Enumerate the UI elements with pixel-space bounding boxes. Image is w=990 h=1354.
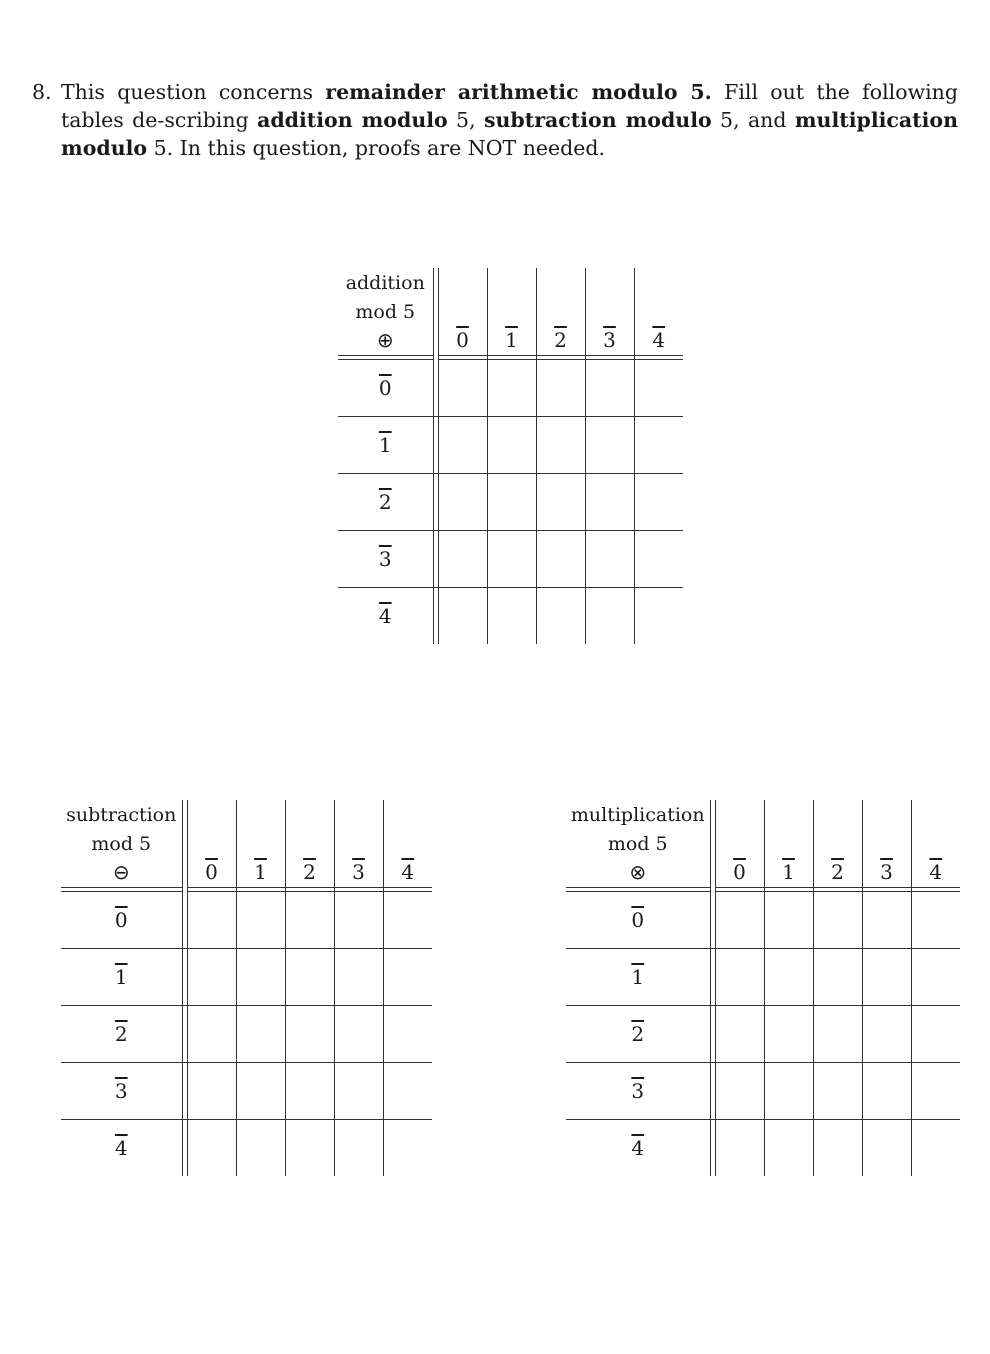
answer-cell[interactable] (862, 1063, 911, 1120)
answer-cell[interactable] (438, 360, 487, 417)
row-header-3 (566, 1063, 710, 1120)
answer-cell[interactable] (187, 949, 236, 1006)
column-header-2 (285, 858, 334, 888)
column-header-1 (487, 326, 536, 356)
table-row (61, 949, 432, 1006)
answer-cell[interactable] (585, 417, 634, 474)
answer-cell[interactable] (334, 1063, 383, 1120)
row-header-value: 0 (631, 908, 645, 932)
answer-cell[interactable] (334, 949, 383, 1006)
question-text-part: 5, (447, 108, 484, 132)
column-header-3 (862, 858, 911, 888)
answer-cell[interactable] (813, 1063, 862, 1120)
answer-cell[interactable] (634, 417, 683, 474)
answer-cell[interactable] (236, 1006, 285, 1063)
row-header-2 (338, 474, 433, 531)
table-row (338, 531, 683, 588)
answer-cell[interactable] (813, 892, 862, 949)
answer-cell[interactable] (487, 531, 536, 588)
table-row (566, 1063, 960, 1120)
answer-cell[interactable] (285, 1006, 334, 1063)
row-header-value: 2 (378, 490, 392, 514)
answer-cell[interactable] (764, 892, 813, 949)
row-header-4 (61, 1120, 182, 1177)
operation-modulus-text: mod 5 (355, 301, 416, 323)
answer-cell[interactable] (236, 1120, 285, 1177)
table-row (566, 1006, 960, 1063)
row-header-value: 4 (378, 604, 392, 628)
column-header-0 (715, 858, 764, 888)
answer-cell[interactable] (634, 531, 683, 588)
column-header-1 (764, 858, 813, 888)
column-header-value: 2 (554, 328, 567, 352)
operation-modulus (61, 829, 182, 858)
answer-cell[interactable] (187, 1063, 236, 1120)
operation-modulus-text: mod 5 (607, 833, 668, 855)
answer-cell[interactable] (813, 1120, 862, 1177)
answer-cell[interactable] (813, 1006, 862, 1063)
column-header-value: 1 (505, 328, 518, 352)
row-header-0 (61, 892, 182, 949)
row-header-value: 2 (631, 1022, 645, 1046)
column-header-value: 0 (733, 860, 746, 884)
answer-cell[interactable] (187, 1120, 236, 1177)
column-header-value: 4 (401, 860, 415, 884)
answer-cell[interactable] (383, 1063, 432, 1120)
row-header-1 (61, 949, 182, 1006)
answer-cell[interactable] (634, 474, 683, 531)
answer-cell[interactable] (487, 417, 536, 474)
answer-cell[interactable] (438, 588, 487, 645)
operation-symbol (566, 858, 710, 888)
answer-cell[interactable] (383, 1006, 432, 1063)
answer-cell[interactable] (764, 1006, 813, 1063)
question-text-part: remainder arithmetic modulo 5. (325, 80, 712, 104)
table-row (61, 1006, 432, 1063)
column-header-value: 2 (303, 860, 316, 884)
operation-modulus-text: mod 5 (91, 833, 152, 855)
row-header-value: 2 (114, 1022, 128, 1046)
column-header-value: 3 (880, 860, 893, 884)
column-header-4 (911, 858, 960, 888)
table-row (61, 892, 432, 949)
answer-cell[interactable] (285, 949, 334, 1006)
column-header-value: 4 (652, 328, 666, 352)
row-header-value: 4 (631, 1136, 645, 1160)
table-row (338, 417, 683, 474)
question-text (61, 78, 958, 162)
operation-modulus (338, 297, 433, 326)
addition-table (338, 268, 683, 644)
row-header-3 (338, 531, 433, 588)
table-row (61, 1063, 432, 1120)
multiplication-table (566, 800, 960, 1176)
row-header-2 (61, 1006, 182, 1063)
answer-cell[interactable] (383, 1120, 432, 1177)
operation-name-text: multiplication (570, 804, 705, 826)
row-header-2 (566, 1006, 710, 1063)
answer-cell[interactable] (715, 1063, 764, 1120)
question-text-part: 5. In this question, proofs are NOT needed. (147, 136, 606, 160)
row-header-3 (61, 1063, 182, 1120)
answer-cell[interactable] (334, 1006, 383, 1063)
answer-cell[interactable] (911, 949, 960, 1006)
operation-name-text: subtraction (66, 804, 177, 826)
column-header-0 (438, 326, 487, 356)
answer-cell[interactable] (911, 1120, 960, 1177)
answer-cell[interactable] (862, 1120, 911, 1177)
answer-cell[interactable] (187, 892, 236, 949)
answer-cell[interactable] (634, 360, 683, 417)
question-text-part: 5, and (711, 108, 795, 132)
answer-cell[interactable] (285, 892, 334, 949)
row-header-1 (338, 417, 433, 474)
row-header-value: 0 (378, 376, 392, 400)
answer-cell[interactable] (487, 360, 536, 417)
row-header-0 (566, 892, 710, 949)
table-row (338, 360, 683, 417)
answer-cell[interactable] (438, 417, 487, 474)
table-row (566, 892, 960, 949)
column-header-value: 3 (352, 860, 365, 884)
table-row (566, 1120, 960, 1177)
table-row (566, 949, 960, 1006)
operation-symbol-glyph: ⊗ (629, 860, 647, 884)
answer-cell[interactable] (911, 1063, 960, 1120)
row-header-4 (566, 1120, 710, 1177)
answer-cell[interactable] (764, 949, 813, 1006)
row-header-value: 3 (378, 547, 392, 571)
answer-cell[interactable] (438, 474, 487, 531)
answer-cell[interactable] (764, 1063, 813, 1120)
answer-cell[interactable] (862, 949, 911, 1006)
answer-cell[interactable] (487, 474, 536, 531)
column-header-value: 1 (782, 860, 795, 884)
answer-cell[interactable] (536, 588, 585, 645)
answer-cell[interactable] (715, 1120, 764, 1177)
table-row (338, 474, 683, 531)
answer-cell[interactable] (634, 588, 683, 645)
row-header-value: 1 (631, 965, 645, 989)
operation-symbol-glyph: ⊕ (376, 328, 394, 352)
operation-name-text: addition (345, 272, 425, 294)
answer-cell[interactable] (715, 892, 764, 949)
column-header-value: 4 (929, 860, 943, 884)
row-header-value: 3 (631, 1079, 645, 1103)
column-header-4 (634, 326, 683, 356)
operation-symbol-glyph: ⊖ (112, 860, 130, 884)
column-header-value: 1 (254, 860, 267, 884)
table-row (338, 588, 683, 645)
column-header-3 (334, 858, 383, 888)
column-header-value: 0 (456, 328, 469, 352)
operation-name (61, 800, 182, 829)
answer-cell[interactable] (383, 892, 432, 949)
answer-cell[interactable] (585, 588, 634, 645)
answer-cell[interactable] (585, 360, 634, 417)
question-text-part: multiplication modulo (61, 108, 959, 160)
question-number: 8. (32, 80, 52, 104)
column-header-0 (187, 858, 236, 888)
operation-name (566, 800, 710, 829)
column-header-3 (585, 326, 634, 356)
answer-cell[interactable] (285, 1063, 334, 1120)
column-header-value: 0 (205, 860, 218, 884)
answer-cell[interactable] (536, 417, 585, 474)
answer-cell[interactable] (764, 1120, 813, 1177)
operation-name (338, 268, 433, 297)
row-header-value: 1 (378, 433, 392, 457)
row-header-1 (566, 949, 710, 1006)
answer-cell[interactable] (187, 1006, 236, 1063)
answer-cell[interactable] (334, 1120, 383, 1177)
column-header-2 (813, 858, 862, 888)
answer-cell[interactable] (715, 1006, 764, 1063)
answer-cell[interactable] (236, 1063, 285, 1120)
answer-cell[interactable] (813, 949, 862, 1006)
answer-cell[interactable] (585, 531, 634, 588)
answer-cell[interactable] (536, 474, 585, 531)
question-text-part: This question concerns (61, 80, 326, 104)
answer-cell[interactable] (862, 1006, 911, 1063)
answer-cell[interactable] (536, 531, 585, 588)
question-text-part: subtraction modulo (483, 108, 712, 132)
row-header-value: 1 (114, 965, 128, 989)
answer-cell[interactable] (715, 949, 764, 1006)
column-header-4 (383, 858, 432, 888)
answer-cell[interactable] (236, 949, 285, 1006)
answer-cell[interactable] (536, 360, 585, 417)
answer-cell[interactable] (334, 892, 383, 949)
operation-modulus (566, 829, 710, 858)
answer-cell[interactable] (236, 892, 285, 949)
row-header-value: 4 (114, 1136, 128, 1160)
operation-symbol (338, 326, 433, 356)
column-header-value: 3 (603, 328, 616, 352)
question-text-part: Fill out the following tables de-scribing (61, 80, 958, 132)
answer-cell[interactable] (383, 949, 432, 1006)
answer-cell[interactable] (487, 588, 536, 645)
answer-cell[interactable] (285, 1120, 334, 1177)
operation-symbol (61, 858, 182, 888)
question-text-part: addition modulo (257, 108, 448, 132)
row-header-0 (338, 360, 433, 417)
row-header-value: 3 (114, 1079, 128, 1103)
answer-cell[interactable] (911, 892, 960, 949)
answer-cell[interactable] (438, 531, 487, 588)
question-8 (32, 78, 958, 162)
subtraction-table (61, 800, 432, 1176)
table-row (61, 1120, 432, 1177)
answer-cell[interactable] (911, 1006, 960, 1063)
answer-cell[interactable] (585, 474, 634, 531)
row-header-value: 0 (114, 908, 128, 932)
column-header-value: 2 (831, 860, 844, 884)
answer-cell[interactable] (862, 892, 911, 949)
column-header-2 (536, 326, 585, 356)
row-header-4 (338, 588, 433, 645)
column-header-1 (236, 858, 285, 888)
